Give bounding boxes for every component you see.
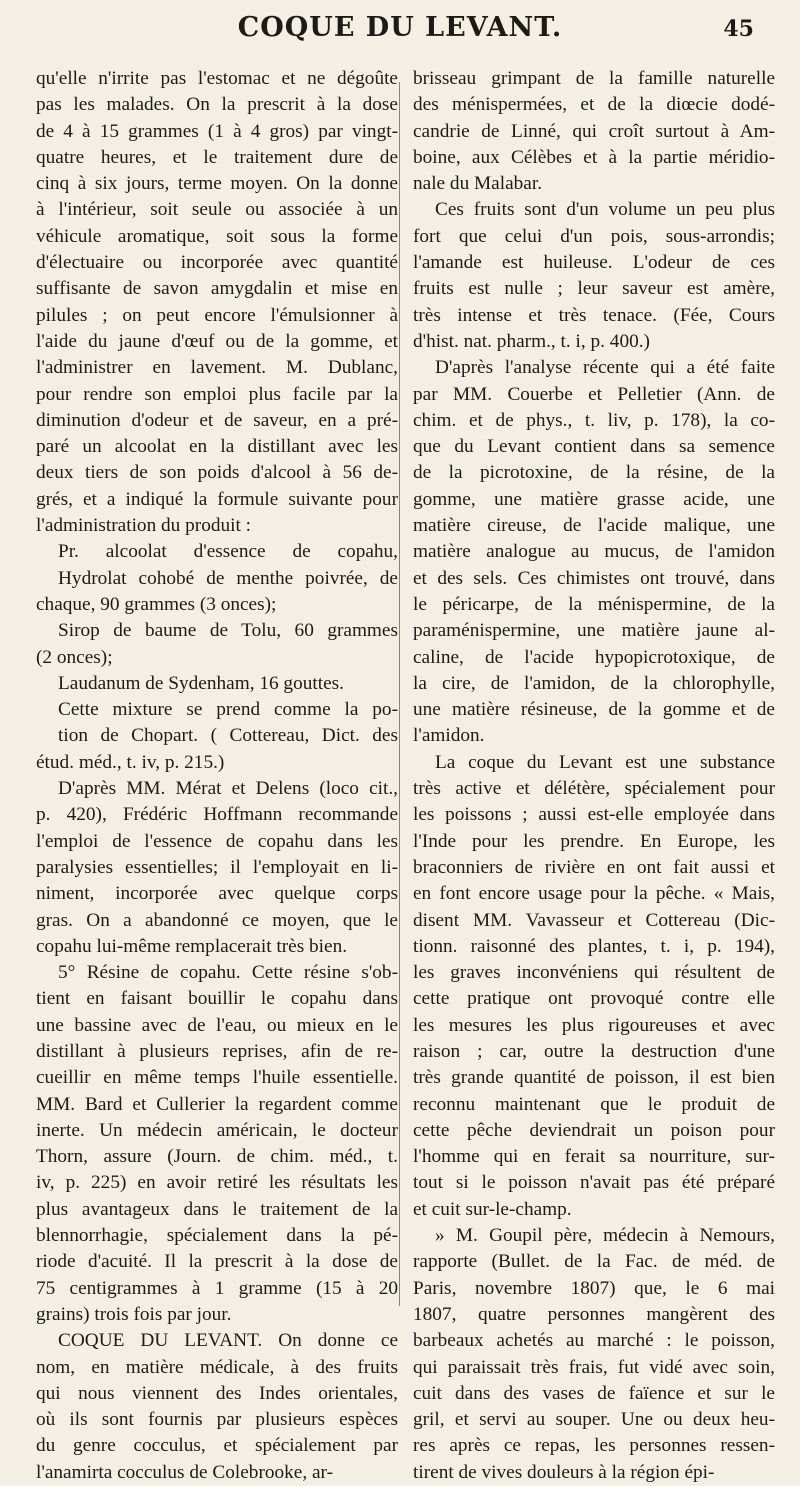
text-line: candrie de Linné, qui croît surtout à Am- [413, 120, 775, 142]
text-line: (2 onces); [36, 646, 113, 668]
text-line: la cire, de l'amidon, de la chlorophylle, [413, 672, 775, 694]
text-line: braconniers de rivière en ont fait aussi et [413, 856, 775, 878]
text-line: Cette mixture se prend comme la po- [58, 699, 398, 721]
text-line: COQUE DU LEVANT. On donne ce [58, 1330, 398, 1352]
text-line: paralysies essentielles; il l'employait en li- [36, 856, 398, 878]
text-line: nom, en matière médicale, à des fruits [36, 1356, 398, 1378]
text-line: d'électuaire ou incorporée avec quantité [36, 252, 398, 274]
text-line: grains) trois fois par jour. [36, 1303, 232, 1325]
text-line: reconnu maintenant que le produit de [413, 1093, 775, 1115]
text-line: fruits est nulle ; leur saveur est amère, [413, 278, 775, 300]
page-header [40, 12, 760, 64]
text-line: étud. méd., t. iv, p. 215.) [36, 751, 225, 773]
text-line: cette pêche deviendrait un poison pour [413, 1119, 775, 1141]
text-line: qui nous viennent des Indes orientales, [36, 1382, 398, 1404]
text-line: l'administrer en lavement. M. Dublanc, [36, 357, 398, 379]
text-line: Hydrolat cohobé de menthe poivrée, de [58, 567, 398, 589]
text-line: Laudanum de Sydenham, 16 gouttes. [58, 672, 344, 694]
text-line: 75 centigrammes à 1 gramme (15 à 20 [36, 1277, 398, 1299]
text-line: copahu lui-même remplacerait très bien. [36, 935, 348, 957]
text-line: caline, de l'acide hypopicrotoxique, de [413, 646, 775, 668]
text-line: l'administration du produit : [36, 515, 252, 537]
text-line: très active et délétère, spécialement pour [413, 778, 775, 800]
text-line: les graves inconvéniens qui résultent de [413, 962, 775, 984]
text-line: Thorn, assure (Journ. de chim. méd., t. [36, 1146, 398, 1168]
text-line: le péricarpe, de la ménispermine, de la [413, 593, 775, 615]
text-line: Pr. alcoolat d'essence de copahu, [58, 541, 398, 563]
running-title: COQUE DU LEVANT. [237, 12, 563, 43]
text-line: tirent de vives douleurs à la région épi- [413, 1461, 715, 1483]
text-line: par MM. Couerbe et Pelletier (Ann. de [413, 383, 775, 405]
text-line: grés, et a indiqué la formule suivante pour [36, 488, 398, 510]
text-line: MM. Bard et Cullerier la regardent comme [36, 1093, 398, 1115]
text-line: brisseau grimpant de la famille naturelle [413, 68, 775, 89]
text-line: fort que celui d'un pois, sous-arrondis; [413, 225, 775, 247]
text-line: chim. et de phys., t. liv, p. 178), la co- [413, 409, 775, 431]
text-line: diminution d'odeur et de saveur, en a pré- [36, 409, 398, 431]
text-line: des ménispermées, et de la diœcie dodé- [413, 94, 775, 116]
text-line: qu'elle n'irrite pas l'estomac et ne dégoûte [36, 68, 398, 89]
text-line: cinq à six jours, terme moyen. On la donne [36, 173, 398, 195]
text-line: très intense et très tenace. (Fée, Cours [413, 304, 775, 326]
text-line: gril, et servi au souper. Une ou deux heu- [413, 1409, 775, 1431]
text-line: quatre heures, et le traitement dure de [36, 146, 398, 168]
text-line: blennorrhagie, spécialement dans la pé- [36, 1225, 398, 1247]
text-line: iv, p. 225) en avoir retiré les résultats les [36, 1172, 398, 1194]
text-line: suffisante de savon amygdalin et mise en [36, 278, 398, 300]
text-line: rapporte (Bullet. de la Fac. de méd. de [413, 1251, 775, 1273]
text-line: qui paraissait très frais, fut vidé avec soin, [413, 1356, 775, 1378]
text-line: La coque du Levant est une substance [435, 751, 775, 773]
text-line: plus avantageux dans le traitement de la [36, 1198, 398, 1220]
text-line: p. 420), Frédéric Hoffmann recommande [36, 804, 398, 826]
text-line: très grande quantité de poisson, il est bien [413, 1067, 775, 1089]
text-line: une bassine avec de l'eau, ou mieux en le [36, 1014, 398, 1036]
left-column [36, 66, 398, 1486]
text-line: boine, aux Célèbes et à la partie méridio- [413, 146, 775, 168]
text-line: inerte. Un médecin américain, le docteur [36, 1119, 398, 1141]
text-line: que du Levant contient dans sa semence [413, 436, 775, 458]
text-line: l'amidon. [413, 725, 485, 747]
text-line: 1807, quatre personnes mangèrent des [413, 1303, 775, 1325]
text-line: l'emploi de l'essence de copahu dans les [36, 830, 398, 852]
text-line: les poissons ; aussi est-elle employée dans [413, 804, 775, 826]
text-line: Paris, novembre 1807) que, le 6 mai [413, 1277, 775, 1299]
text-line: l'homme qui en ferait sa nourriture, sur- [413, 1146, 775, 1168]
text-line: et des sels. Ces chimistes ont trouvé, dans [413, 567, 775, 589]
text-line: » M. Goupil père, médecin à Nemours, [435, 1225, 775, 1247]
text-line: nale du Malabar. [413, 173, 543, 195]
text-line: tout si le poisson n'avait pas été préparé [413, 1172, 775, 1194]
text-line: cette pratique ont provoqué contre elle [413, 988, 775, 1010]
text-line: gras. On a abandonné ce moyen, que le [36, 909, 398, 931]
text-line: de 4 à 15 grammes (1 à 4 gros) par vingt- [36, 120, 398, 142]
text-line: de la picrotoxine, de la résine, de la [413, 462, 775, 484]
text-line: 5° Résine de copahu. Cette résine s'ob- [58, 962, 398, 984]
text-line: l'Inde pour les prendre. En Europe, les [413, 830, 775, 852]
text-line: niment, incorporée avec quelque corps [36, 883, 398, 905]
text-line: pas les malades. On la prescrit à la dose [36, 94, 398, 116]
text-line: Ces fruits sont d'un volume un peu plus [435, 199, 775, 221]
text-line: deux tiers de son poids d'alcool à 56 de- [36, 462, 398, 484]
text-line: d'hist. nat. pharm., t. i, p. 400.) [413, 330, 650, 352]
text-line: res après ce repas, les personnes ressen- [413, 1435, 775, 1457]
text-line: pour rendre son emploi plus facile par la [36, 383, 398, 405]
text-line: tionn. raisonné des plantes, t. i, p. 194), [413, 935, 775, 957]
text-line: Sirop de baume de Tolu, 60 grammes [58, 620, 398, 642]
text-line: les mesures les plus rigoureuses et avec [413, 1014, 775, 1036]
column-divider [399, 82, 400, 1306]
text-line: barbeaux achetés au marché : le poisson, [413, 1330, 775, 1352]
text-line: cuit dans des vases de faïence et sur le [413, 1382, 775, 1404]
right-column [413, 66, 775, 1486]
text-line: matière cireuse, de l'acide malique, une [413, 515, 775, 537]
text-line: riode d'acuité. Il la prescrit à la dose de [36, 1251, 398, 1273]
text-line: à l'intérieur, soit seule ou associée à un [36, 199, 398, 221]
text-line: disent MM. Vavasseur et Cottereau (Dic- [413, 909, 775, 931]
page-number: 45 [723, 16, 754, 42]
text-line: et cuit sur-le-champ. [413, 1198, 572, 1220]
text-line: D'après MM. Mérat et Delens (loco cit., [58, 778, 398, 800]
text-line: l'aide du jaune d'œuf ou de la gomme, et [36, 330, 398, 352]
text-line: matière analogue au mucus, de l'amidon [413, 541, 775, 563]
text-line: véhicule aromatique, soit sous la forme [36, 225, 398, 247]
text-line: l'amande est huileuse. L'odeur de ces [413, 252, 775, 274]
text-line: distillant à plusieurs reprises, afin de re- [36, 1040, 398, 1062]
text-line: où ils sont fournis par plusieurs espèces [36, 1409, 398, 1431]
text-line: gomme, une matière grasse acide, une [413, 488, 775, 510]
text-line: l'anamirta cocculus de Colebrooke, ar- [36, 1461, 334, 1483]
text-line: une matière résineuse, de la gomme et de [413, 699, 775, 721]
text-line: raison ; car, outre la destruction d'une [413, 1040, 775, 1062]
text-line: paré un alcoolat en la distillant avec les [36, 436, 398, 458]
text-line: pilules ; on peut encore l'émulsionner à [36, 304, 398, 326]
text-line: paraménispermine, une matière jaune al- [413, 620, 775, 642]
text-line: tion de Chopart. ( Cottereau, Dict. des [58, 725, 398, 747]
text-line: en font encore usage pour la pêche. « Mais, [413, 883, 775, 905]
text-line: chaque, 90 grammes (3 onces); [36, 593, 277, 615]
text-line: D'après l'analyse récente qui a été faite [435, 357, 775, 379]
text-line: cueillir en même temps l'huile essentielle. [36, 1067, 398, 1089]
text-line: du genre cocculus, et spécialement par [36, 1435, 398, 1457]
text-line: tient en faisant bouillir le copahu dans [36, 988, 398, 1010]
